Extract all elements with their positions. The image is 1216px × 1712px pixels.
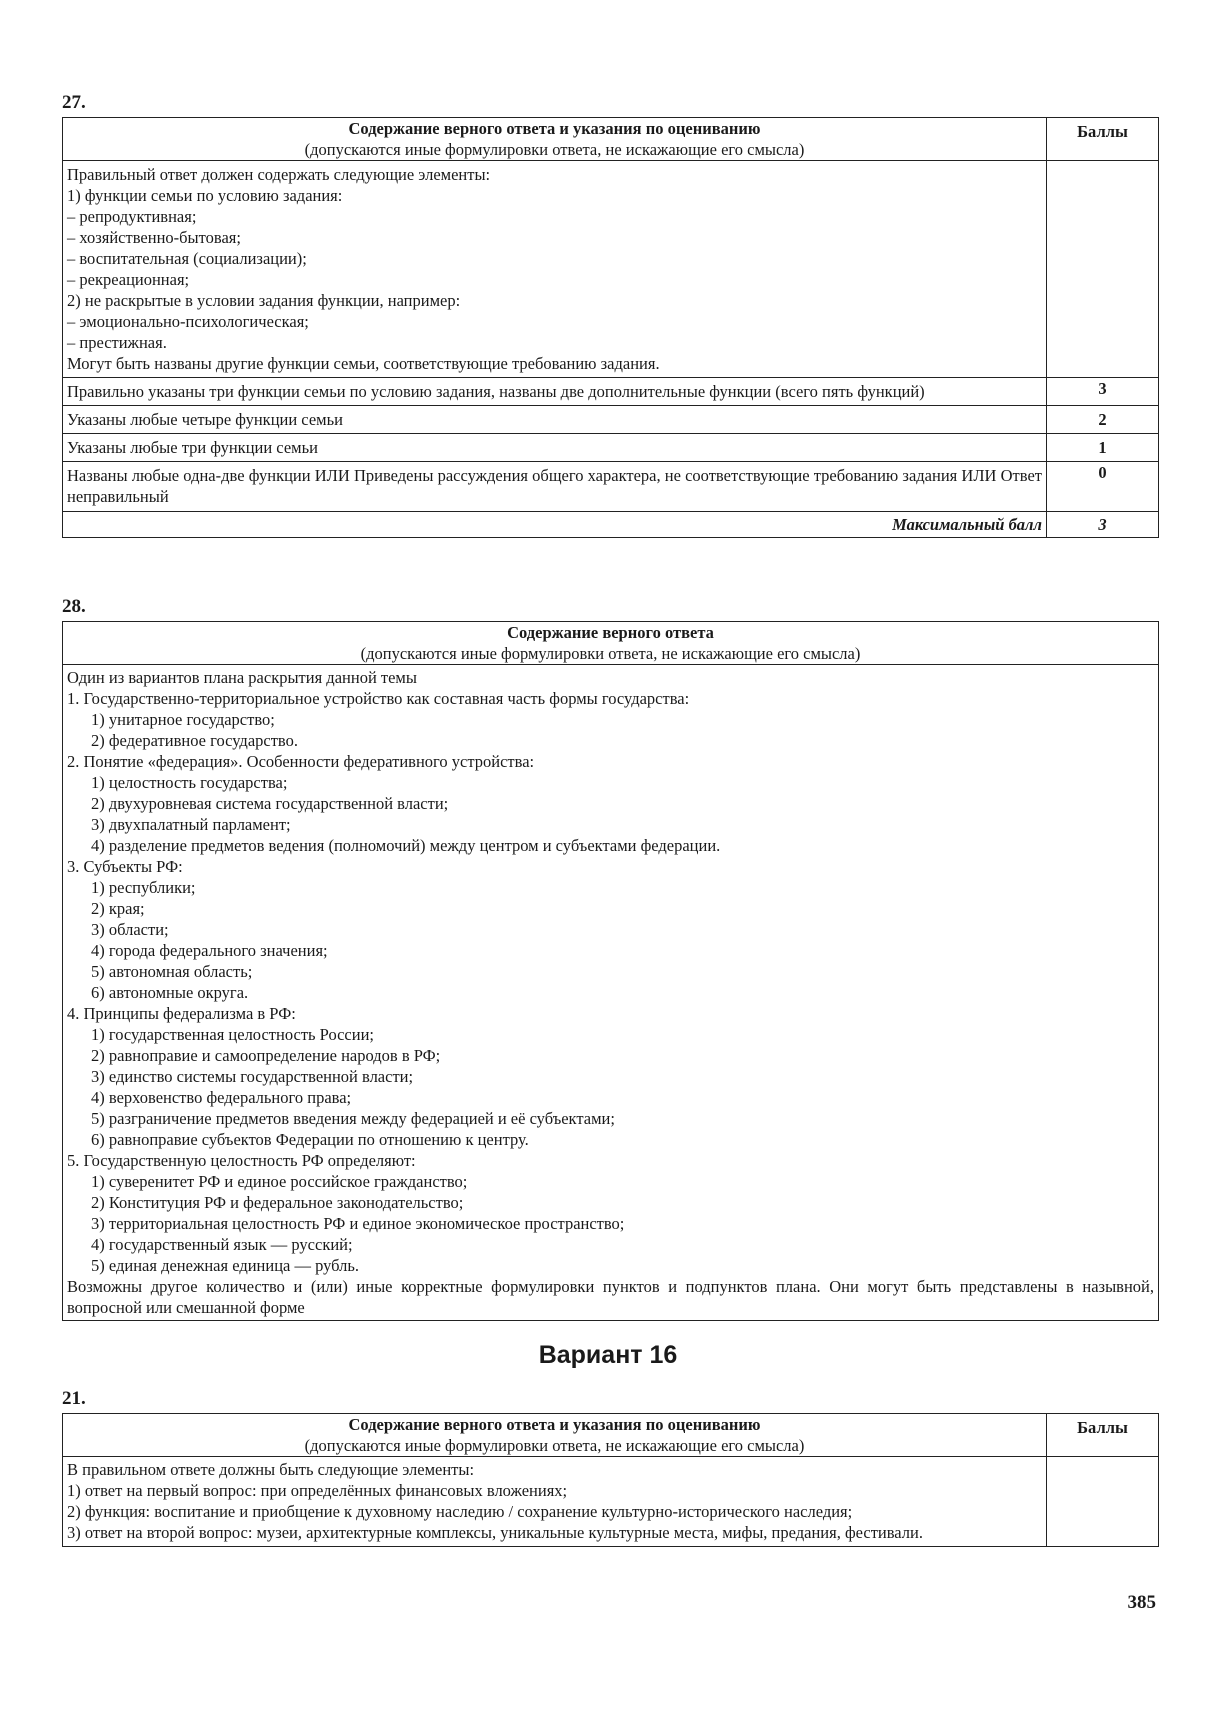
points-header: Баллы <box>1047 118 1159 161</box>
table-header-row <box>63 1414 1159 1457</box>
header-title: Содержание верного ответа и указания по оцениванию <box>348 119 761 138</box>
content-line: 1) функции семьи по условию задания: <box>67 186 343 205</box>
header-title: Содержание верного ответа и указания по оцениванию <box>348 1415 761 1434</box>
criteria-text: Указаны любые три функции семьи <box>63 434 1047 462</box>
plan-intro: Один из вариантов плана раскрытия данной темы <box>67 668 417 687</box>
plan-item: 2) федеративное государство. <box>91 731 298 750</box>
content-line: 3) ответ на второй вопрос: музеи, архитектурные комплексы, уникальные культурные места, мифы, предания, фестивали. <box>67 1523 923 1542</box>
question-28-number: 28. <box>62 596 86 617</box>
criteria-row <box>63 462 1159 512</box>
content-line: – эмоционально-психологическая; <box>67 312 309 331</box>
criteria-points: 1 <box>1047 434 1159 462</box>
plan-item: 2) Конституция РФ и федеральное законодательство; <box>91 1193 464 1212</box>
page-number: 385 <box>1127 1592 1156 1613</box>
content-line: – репродуктивная; <box>67 207 197 226</box>
table-header-row <box>63 118 1159 161</box>
plan-item: 5) разграничение предметов введения между федерацией и её субъектами; <box>91 1109 615 1128</box>
question-28-table <box>62 621 1159 1321</box>
max-score-value: 3 <box>1047 512 1159 538</box>
plan-item: 4) государственный язык — русский; <box>91 1235 353 1254</box>
content-line: 2) функция: воспитание и приобщение к духовному наследию / сохранение культурно-исторического наследия; <box>67 1502 853 1521</box>
plan-item: 3) единство системы государственной власти; <box>91 1067 414 1086</box>
content-line: Могут быть названы другие функции семьи, соответствующие требованию задания. <box>67 354 660 373</box>
question-27-table <box>62 117 1159 538</box>
plan-section-title: 2. Понятие «федерация». Особенности федеративного устройства: <box>67 752 535 771</box>
content-line: В правильном ответе должны быть следующие элементы: <box>67 1460 475 1479</box>
variant-title: Вариант 16 <box>538 1341 678 1369</box>
plan-item: 6) автономные округа. <box>91 983 249 1002</box>
criteria-row <box>63 406 1159 434</box>
question-21-number: 21. <box>62 1388 86 1409</box>
header-title: Содержание верного ответа <box>507 623 714 642</box>
content-line: – рекреационная; <box>67 270 190 289</box>
plan-note: Возможны другое количество и (или) иные корректные формулировки пунктов и подпунктов плана. Они могут быть представлены в назывной, вопросной или смешанной форме <box>67 1277 1154 1317</box>
plan-item: 4) верховенство федерального права; <box>91 1088 352 1107</box>
plan-section-title: 4. Принципы федерализма в РФ: <box>67 1004 296 1023</box>
plan-section-title: 1. Государственно-территориальное устройство как составная часть формы государства: <box>67 689 690 708</box>
max-score-row <box>63 512 1159 538</box>
answer-content-row <box>63 161 1159 378</box>
plan-section-title: 5. Государственную целостность РФ определяют: <box>67 1151 416 1170</box>
points-header: Баллы <box>1047 1414 1159 1457</box>
plan-item: 5) единая денежная единица — рубль. <box>91 1256 360 1275</box>
max-score-label: Максимальный балл <box>63 512 1047 538</box>
question-21-table <box>62 1413 1159 1547</box>
header-note: (допускаются иные формулировки ответа, не искажающие его смысла) <box>360 644 861 663</box>
plan-item: 5) автономная область; <box>91 962 253 981</box>
plan-section-title: 3. Субъекты РФ: <box>67 857 183 876</box>
plan-item: 4) города федерального значения; <box>91 941 328 960</box>
content-line: 1) ответ на первый вопрос: при определённых финансовых вложениях; <box>67 1481 568 1500</box>
plan-content-row <box>63 665 1159 1321</box>
plan-item: 2) края; <box>91 899 145 918</box>
criteria-points: 0 <box>1047 462 1159 512</box>
plan-item: 1) суверенитет РФ и единое российское гражданство; <box>91 1172 468 1191</box>
criteria-points: 3 <box>1047 378 1159 406</box>
plan-item: 4) разделение предметов ведения (полномочий) между центром и субъектами федерации. <box>91 836 721 855</box>
criteria-row <box>63 434 1159 462</box>
criteria-points: 2 <box>1047 406 1159 434</box>
criteria-row <box>63 378 1159 406</box>
header-note: (допускаются иные формулировки ответа, не искажающие его смысла) <box>304 1436 805 1455</box>
content-line: Правильный ответ должен содержать следующие элементы: <box>67 165 491 184</box>
plan-item: 1) целостность государства; <box>91 773 288 792</box>
plan-item: 6) равноправие субъектов Федерации по отношению к центру. <box>91 1130 529 1149</box>
answer-content-row <box>63 1457 1159 1547</box>
plan-item: 2) равноправие и самоопределение народов в РФ; <box>91 1046 441 1065</box>
content-line: – воспитательная (социализации); <box>67 249 307 268</box>
criteria-text: Указаны любые четыре функции семьи <box>63 406 1047 434</box>
plan-item: 1) унитарное государство; <box>91 710 275 729</box>
header-note: (допускаются иные формулировки ответа, не искажающие его смысла) <box>304 140 805 159</box>
plan-item: 1) республики; <box>91 878 196 897</box>
plan-item: 2) двухуровневая система государственной власти; <box>91 794 449 813</box>
criteria-text: Правильно указаны три функции семьи по условию задания, названы две дополнительные функции (всего пять функций) <box>63 378 1047 406</box>
question-27-number: 27. <box>62 92 86 113</box>
content-line: – престижная. <box>67 333 167 352</box>
plan-item: 3) двухпалатный парламент; <box>91 815 291 834</box>
table-header-row <box>63 622 1159 665</box>
criteria-text: Названы любые одна-две функции ИЛИ Приведены рассуждения общего характера, не соответствующие требованию задания ИЛИ Ответ неправильный <box>63 462 1047 512</box>
content-line: 2) не раскрытые в условии задания функции, например: <box>67 291 461 310</box>
plan-item: 1) государственная целостность России; <box>91 1025 374 1044</box>
plan-item: 3) области; <box>91 920 169 939</box>
plan-item: 3) территориальная целостность РФ и единое экономическое пространство; <box>91 1214 625 1233</box>
content-line: – хозяйственно-бытовая; <box>67 228 241 247</box>
